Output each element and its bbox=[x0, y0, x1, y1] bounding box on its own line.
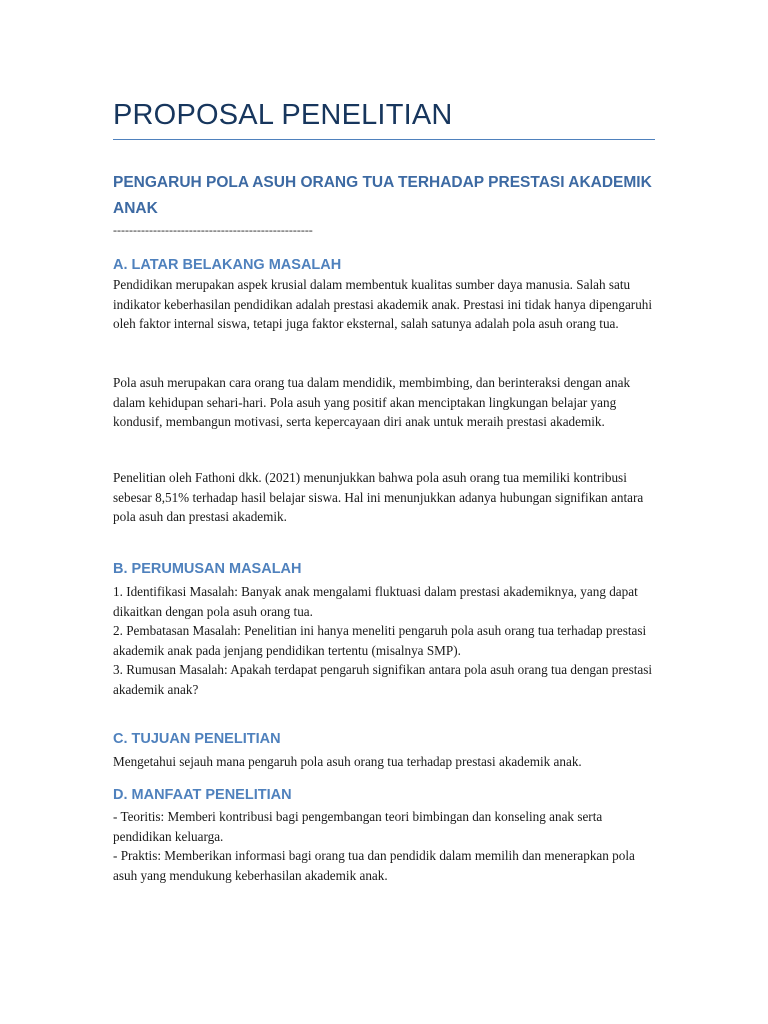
section-heading-a: A. LATAR BELAKANG MASALAH bbox=[113, 257, 342, 273]
list-item: - Praktis: Memberikan informasi bagi orang tua dan pendidik dalam memilih dan menerapkan pola asuh yang mendukung keberhasilan akademik anak. bbox=[113, 848, 635, 883]
section-heading-c: C. TUJUAN PENELITIAN bbox=[113, 731, 281, 747]
title-underline bbox=[113, 139, 655, 140]
section-a-paragraph-2 bbox=[113, 373, 658, 432]
section-c-paragraph bbox=[113, 752, 658, 772]
section-d-list bbox=[113, 807, 658, 885]
document-subtitle: PENGARUH POLA ASUH ORANG TUA TERHADAP PRESTASI AKADEMIK ANAK bbox=[113, 174, 652, 217]
paragraph-text: Pola asuh merupakan cara orang tua dalam mendidik, membimbing, dan berinteraksi dengan anak dalam kehidupan sehari-hari. Pola asuh yang positif akan menciptakan lingkungan belajar yang kondusif, membangun motivasi, serta kepercayaan diri anak untuk meraih prestasi akademik. bbox=[113, 375, 631, 429]
list-item: 2. Pembatasan Masalah: Penelitian ini hanya meneliti pengaruh pola asuh orang tua terhadap prestasi akademik anak pada jenjang pendidikan tertentu (misalnya SMP). bbox=[113, 623, 647, 658]
section-a-paragraph-1 bbox=[113, 275, 658, 334]
list-item: - Teoritis: Memberi kontribusi bagi pengembangan teori bimbingan dan konseling anak serta pendidikan keluarga. bbox=[113, 809, 603, 844]
document-title: PROPOSAL PENELITIAN bbox=[113, 99, 453, 131]
section-heading-b: B. PERUMUSAN MASALAH bbox=[113, 561, 302, 577]
list-item: 1. Identifikasi Masalah: Banyak anak mengalami fluktuasi dalam prestasi akademiknya, yang dapat dikaitkan dengan pola asuh orang tua. bbox=[113, 584, 638, 619]
section-a-paragraph-3 bbox=[113, 468, 658, 527]
dashed-divider: -------------------------------------------------- bbox=[113, 223, 313, 237]
section-b-list bbox=[113, 582, 658, 699]
paragraph-text: Penelitian oleh Fathoni dkk. (2021) menunjukkan bahwa pola asuh orang tua memiliki kontribusi sebesar 8,51% terhadap hasil belajar siswa. Hal ini menunjukkan adanya hubungan signifikan antara pola asuh dan prestasi akademik. bbox=[113, 470, 644, 524]
paragraph-text: Pendidikan merupakan aspek krusial dalam membentuk kualitas sumber daya manusia. Salah satu indikator keberhasilan pendidikan adalah prestasi akademik anak. Prestasi ini tidak hanya dipengaruhi oleh faktor internal siswa, tetapi juga faktor eksternal, salah satunya adalah pola asuh orang tua. bbox=[113, 277, 653, 331]
list-item: 3. Rumusan Masalah: Apakah terdapat pengaruh signifikan antara pola asuh orang tua dengan prestasi akademik anak? bbox=[113, 662, 653, 697]
section-heading-d: D. MANFAAT PENELITIAN bbox=[113, 787, 292, 803]
paragraph-text: Mengetahui sejauh mana pengaruh pola asuh orang tua terhadap prestasi akademik anak. bbox=[113, 754, 582, 769]
